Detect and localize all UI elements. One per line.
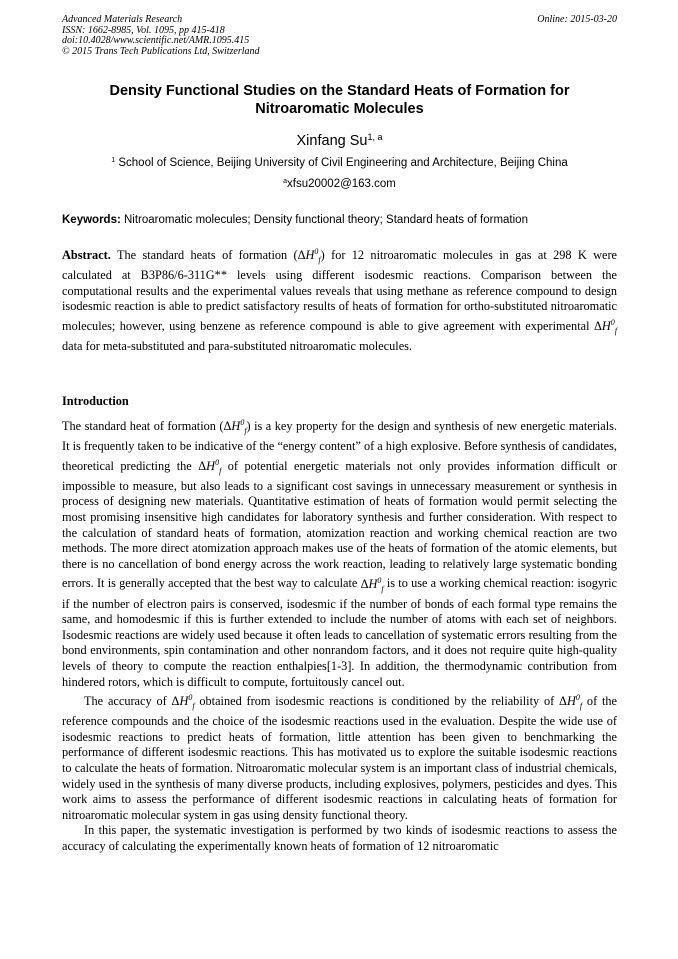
heat-formation-symbol: $\Delta H^0_f$ [171, 693, 195, 711]
abstract [62, 244, 617, 355]
introduction-body [62, 415, 617, 855]
author-line [62, 132, 617, 149]
journal-header [62, 15, 617, 57]
paper-title: Density Functional Studies on the Standard Heats of Formation for Nitroaromatic Molecules [109, 83, 570, 117]
abstract-text: data for meta-substituted and para-substituted nitroaromatic molecules. [62, 339, 413, 354]
paragraph: The accuracy of $\Delta H^0_f$ obtained from isodesmic reactions is conditioned by the reliability of $\Delta H^0_f$ of the reference compounds and the choice of the isodesmic reactions used in the evaluation. Despite the wide use of isodesmic reactions to predict heats of formation, little attention has been given to benchmarking the performance of different isodesmic reactions. This has motivated us to explore the suitable isodesmic reactions to calculate the heats of formation. Nitroaromatic molecular system is an important class of industrial chemicals, widely used in the synthesis of many diverse products, including explosives, polymers, pesticides and dyes. This work aims to assess the performance of different isodesmic reactions in calculating heats of formation for nitroaromatic molecular system in gas using density functional theory. [62, 693, 618, 822]
heat-formation-symbol: $\Delta H^0_f$ [223, 418, 247, 436]
abstract-label: Abstract. [62, 248, 111, 263]
affiliation-text: School of Science, Beijing University of Civil Engineering and Architecture, Beijing China [118, 157, 568, 169]
paragraph: In this paper, the systematic investigation is performed by two kinds of isodesmic reactions to assess the accuracy of calculating the experimentally known heats of formation of 12 nitroaromatic [62, 823, 617, 854]
heat-formation-symbol: $\Delta H^0_f$ [593, 317, 617, 336]
author-name: Xinfang Su [296, 133, 368, 149]
author-mark: 1, a [367, 132, 383, 142]
keywords-text: Nitroaromatic molecules; Density functional theory; Standard heats of formation [124, 214, 528, 226]
heat-formation-symbol: $\Delta H^0_f$ [198, 457, 222, 476]
abstract-text: ) for 12 nitroaromatic molecules in gas at 298 K were calculated at B3P86/6-311G** levels using different isodesmic reactions. Comparison between the computational results and the experimental values reveals that using methane as reference compound to design isodesmic reaction is able to predict satisfactory results of heats of formation for ortho-substituted nitroaromatic molecules; however, using benzene as reference compound is able to give agreement with experimental [62, 248, 618, 334]
heat-formation-symbol: $\Delta H^0_f$ [559, 693, 583, 711]
email-address: xfsu20002@163.com [287, 178, 396, 190]
journal-copyright: © 2015 Trans Tech Publications Ltd, Switzerland [62, 45, 260, 57]
affiliation-mark: 1 [111, 157, 116, 164]
journal-doi: doi:10.4028/www.scientific.net/AMR.1095.415 [62, 35, 250, 47]
heat-formation-symbol: $\Delta H^0_f$ [297, 247, 321, 265]
email-line [62, 178, 617, 190]
keywords [62, 214, 617, 226]
online-date: Online: 2015-03-20 [537, 14, 617, 25]
journal-issn: ISSN: 1662-8985, Vol. 1095, pp 415-418 [62, 24, 225, 36]
email-mark: a [283, 178, 288, 185]
paragraph: The standard heat of formation $(\Delta H^0_f)$ is a key property for the design and synthesis of new energetic materials. It is frequently taken to be indicative of the “energy content” of a high explosive. Before synthesis of candidates, theoretical predicting the $\Delta H^0_f$ of potential energetic materials not only provides information difficult or impossible to measure, but also leads to a significant cost savings in unnecessary measurement or synthesis in process of designing new materials. Quantitative estimation of heats of formation would permit selecting the most promising insensitive high candidates for laboratory synthesis and further consideration. With respect to the calculation of standard heats of formation, atomization reaction and working chemical reaction are two methods. The more direct atomization approach makes use of the heats of formation of the atomic elements, but there is no cancellation of bond energy across the work reaction, leading to relatively large systematic bonding errors. It is generally accepted that the best way to calculate $\Delta H^0_f$ is to use a working chemical reaction: isogyric if the number of electron pairs is conserved, isodesmic if the number of bonds of each formal type remains the same, and homodesmic if this is further extended to include the number of atoms with each set of neighbors. Isodesmic reactions are widely used because it often leads to cancellation of systematic errors resulting from the bond environments, spin contamination and other nonrandom factors, and it does not require quite high-quality levels of theory to compute the reaction enthalpies[1-3]. In addition, the thermodynamic contribution from hindered rotors, which is difficult to compute, fortuitously cancel out. [62, 418, 618, 689]
abstract-text: The standard heats of formation ( [116, 248, 298, 263]
journal-name: Advanced Materials Research [62, 14, 183, 25]
affiliation [62, 157, 617, 169]
section-heading: Introduction [62, 394, 129, 408]
heat-formation-symbol: $\Delta H^0_f$ [360, 575, 384, 593]
keywords-label: Keywords: [62, 214, 121, 226]
